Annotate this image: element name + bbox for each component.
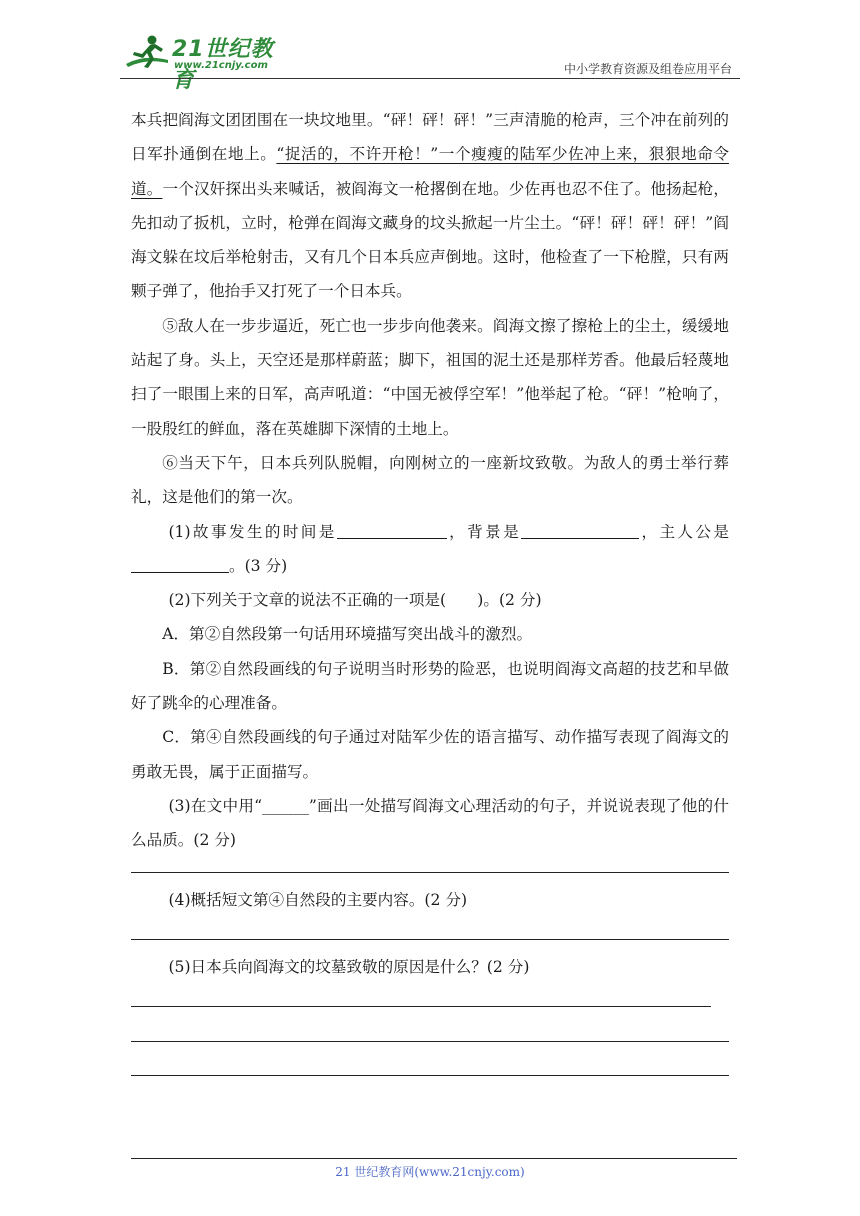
question-5-block [131,950,729,984]
question-5: (5)日本兵向阎海文的坟墓致敬的原因是什么？(2 分) [168,958,530,976]
logo-url: www.21cnjy.com [174,60,268,71]
answer-line-q5-1[interactable] [131,1006,711,1007]
option-c: C．第④自然段画线的句子通过对陆军少佐的语言描写、动作描写表现了阎海文的勇敢无畏，属于正面描写。 [131,728,729,781]
passage-paragraph-4 [131,103,729,309]
answer-line-q3[interactable] [131,872,729,873]
question-3: (3)在文中用“______”画出一处描写阎海文心理活动的句子，并说说表现了他的什么品质。(2 分) [131,796,729,850]
footer-divider [131,1158,737,1159]
runner-logo-icon [124,34,170,72]
passage-text: 本兵把阎海文团团围在一块坟地里。“砰！砰！砰！”三声清脆的枪声，三个冲在前列的日军扑通倒在地上。 [131,111,729,164]
question-4-block [131,883,729,917]
answer-blank-protagonist[interactable] [131,552,229,573]
option-a: A．第②自然段第一句话用环境描写突出战斗的激烈。 [162,625,533,644]
header-divider [120,78,740,79]
answer-blank-background[interactable] [521,518,639,539]
platform-name: 中小学教育资源及组卷应用平台 [563,62,732,76]
question-1: (1)故事发生的时间是 ，背景是 ，主人公是。(3 分) [131,515,729,584]
passage-paragraph-5: ⑤敌人在一步步逼近，死亡也一步步向他袭来。阎海文擦了擦枪上的尘土，缓缓地站起了身。头上，天空还是那样蔚蓝；脚下，祖国的泥土还是那样芳香。他最后轻蔑地扫了一眼围上来的日军，高声吼道：“中国无被俘空军！”他举起了枪。“砰！”枪响了，一股殷红的鲜血，落在英雄脚下深情的土地上。 [131,316,729,438]
passage-text: 一个汉奸探出头来喊话，被阎海文一枪撂倒在地。少佐再也忍不住了。他扬起枪，先扣动了扳机，立时，枪弹在阎海文藏身的坟头掀起一片尘土。“砰！砰！砰！砰！”阎海文躲在坟后举枪射击，又有几个日本兵应声倒地。这时，他检查了一下枪膛，只有两颗子弹了，他抬手又打死了一个日本兵。 [131,179,729,301]
passage-paragraph-6: ⑥当天下午，日本兵列队脱帽，向刚树立的一座新坟致敬。为敌人的勇士举行葬礼，这是他们的第一次。 [131,453,729,507]
page-footer[interactable]: 21 世纪教育网(www.21cnjy.com) [335,1165,525,1179]
answer-line-q5-3[interactable] [131,1075,729,1076]
logo-text: 21世纪教育 [172,37,274,93]
document-body [131,103,729,858]
answer-line-q4[interactable] [131,939,729,940]
site-logo[interactable] [120,30,290,93]
answer-line-q5-2[interactable] [131,1041,729,1042]
page-header [120,30,740,93]
answer-blank-time[interactable] [337,518,447,539]
question-2: (2)下列关于文章的说法不正确的一项是( )。(2 分) [168,591,542,610]
question-4: (4)概括短文第④自然段的主要内容。(2 分) [168,891,468,909]
option-b: B．第②自然段画线的句子说明当时形势的险恶，也说明阎海文高超的技艺和早做好了跳伞的心理准备。 [131,659,729,713]
underlined-sentence: “捉活的，不许开枪！”一个瘦瘦的陆军少佐冲上来，狠狠地命令道。 [131,145,729,198]
